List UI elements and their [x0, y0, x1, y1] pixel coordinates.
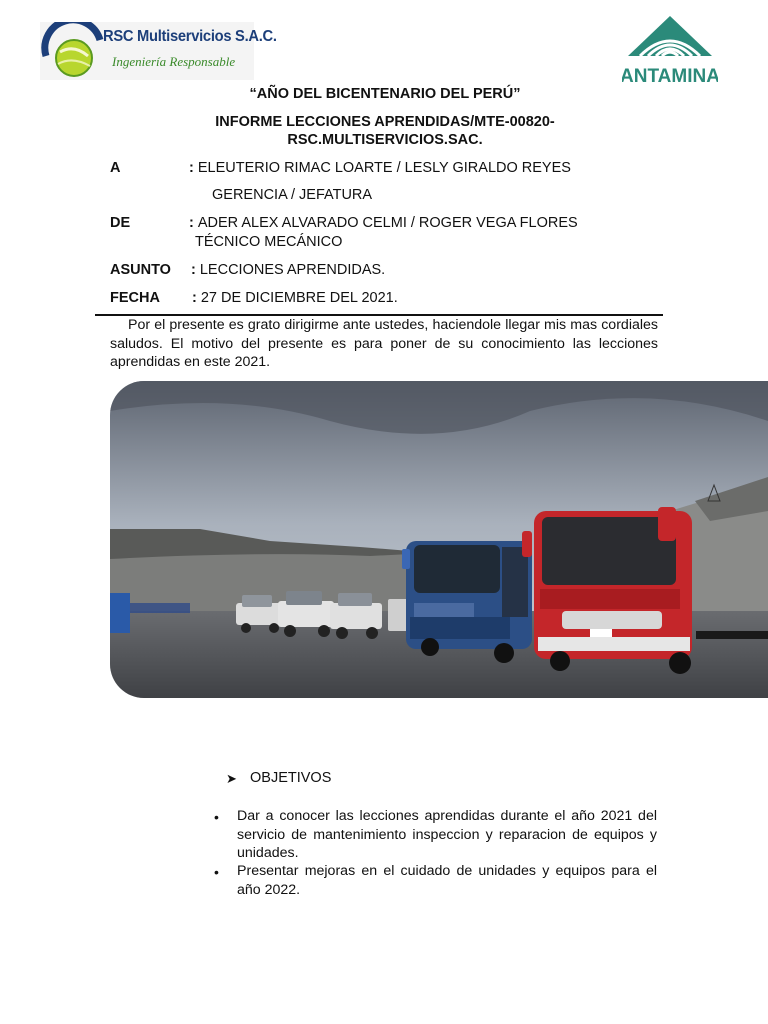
- antamina-logo-text: ANTAMINA: [622, 66, 718, 87]
- report-title-line1: INFORME LECCIONES APRENDIDAS/MTE-00820-: [215, 114, 555, 130]
- intro-text: Por el presente es grato dirigirme ante ustedes, haciendole llegar mis mas cordiales saludos. El motivo del presente es para poner de su conocimiento las lecciones aprendidas en este 2021.: [110, 317, 658, 370]
- report-title-line2: RSC.MULTISERVICIOS.SAC.: [287, 132, 483, 148]
- field-fecha-value: 27 DE DICIEMBRE DEL 2021.: [200, 290, 398, 306]
- objectives-arrow-icon: ➤: [226, 771, 237, 786]
- field-asunto-value: LECCIONES APRENDIDAS.: [199, 262, 386, 278]
- bullet-icon: •: [214, 809, 219, 825]
- field-de-value: ADER ALEX ALVARADO CELMI / ROGER VEGA FLORES: [197, 215, 578, 231]
- field-a-label: A: [110, 160, 121, 176]
- rsc-company-name: RSC Multiservicios S.A.C.: [103, 28, 277, 45]
- field-a-row: : ELEUTERIO RIMAC LOARTE / LESLY GIRALDO REYES: [189, 160, 571, 176]
- intro-paragraph: [110, 316, 658, 372]
- site-photo: [110, 381, 768, 698]
- field-de-row: : ADER ALEX ALVARADO CELMI / ROGER VEGA FLORES: [189, 215, 578, 231]
- objectives-heading: OBJETIVOS: [250, 770, 332, 786]
- field-asunto-row: : LECCIONES APRENDIDAS.: [191, 262, 386, 278]
- field-fecha-row: : 27 DE DICIEMBRE DEL 2021.: [192, 290, 398, 306]
- objective-item-2: Presentar mejoras en el cuidado de unidades y equipos para el año 2022.: [237, 863, 657, 898]
- field-de-role: TÉCNICO MECÁNICO: [195, 234, 343, 250]
- year-motto: “AÑO DEL BICENTENARIO DEL PERÚ”: [249, 86, 521, 102]
- rsc-tagline: Ingeniería Responsable: [112, 54, 236, 69]
- field-a-role: GERENCIA / JEFATURA: [212, 187, 373, 203]
- field-asunto-label: ASUNTO: [110, 262, 171, 278]
- field-fecha-label: FECHA: [110, 290, 160, 306]
- bullet-icon: •: [214, 864, 219, 880]
- field-a-value: ELEUTERIO RIMAC LOARTE / LESLY GIRALDO REYES: [197, 160, 571, 176]
- field-de-label: DE: [110, 215, 131, 231]
- objective-item-1: Dar a conocer las lecciones aprendidas durante el año 2021 del servicio de mantenimiento inspeccion y reparacion de equipos y unidades.: [237, 808, 657, 861]
- antamina-logo: [622, 12, 718, 92]
